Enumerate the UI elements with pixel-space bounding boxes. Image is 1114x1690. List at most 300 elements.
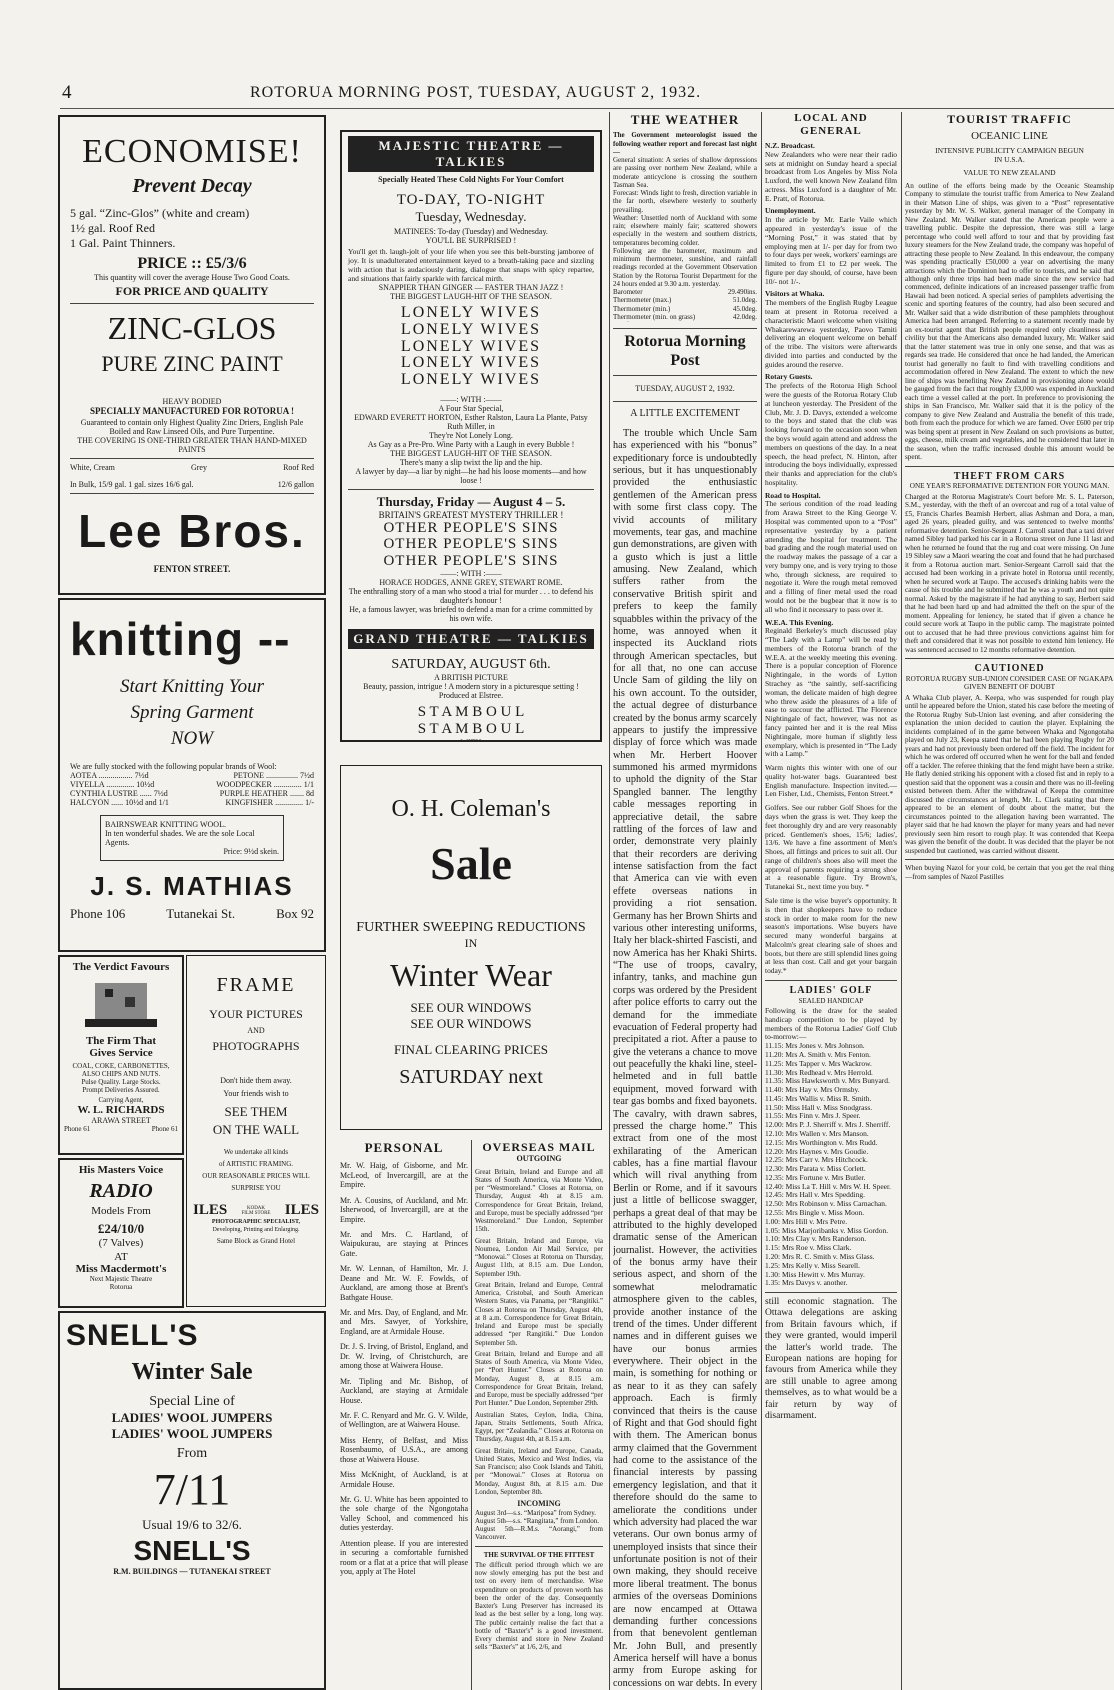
draw-item: 1.05: Miss Marjoribanks v. Miss Gordon. bbox=[765, 1225, 889, 1235]
reading-value bbox=[735, 321, 757, 322]
divider bbox=[475, 1546, 603, 1547]
masthead-rule bbox=[60, 108, 1114, 109]
leader-body: The trouble which Uncle Sam has experienced with his “bonus” expeditionary force is undoubtedly serious, but it has unquestionably provided the enthusiastic gentlemen of the American press with some first class copy. The vivid accounts of military movements, tear gas, and machine gun demonstrations, are given with a gusto which is just a little amusing. New Zealand, which suffers rather from the conservative British spirit and prefers to keep the family squabbles within the privacy of the home, was annoyed when it inspected its Auckland riots through American spectacles, but for all that, no one can accuse Uncle Sam of gilding the lily on his own account. To the outsider, the actual degree of disturbance created by the bonus army scarcely appears to justify the impressive display of force which was made when Mr. Herbert Hoover summoned his armed myrmidons to uphold the dignity of the Star Spangled banner. The lengthy cable messages reporting in appreciative detail, the sabre rattling of the forces of law and order, demonstrate very plainly that their recorders are deriving intense satisfaction from the fact that America can vie with even effete overseas nations in providing a riot sensation. Germany has her Brown Shirts and various other interesting uniforms, Italy her black-shirted Fascisti, and now America has her Khaki Shirts. “The use of troops, cavalry, infantry, tanks, and machine gun corps was ordered by the President after police efforts to carry out the demand for the immediate evacuation of Federal property had precipitated a riot. After a pause to give the veterans a chance to move out peacefully the khaki line, steel-helmeted and in full battle equipment, moved forward with tear gas bombs and fixed bayonets. The cavalry, with drawn sabres, pressed the charge home.” This extract from one of the most exhilarating of the American cables, has a fine martial flavour which will rival anything from Berlin or Rome, and if it savours just a little of bellicose swagger, perhaps a great deal of that may be attributed to the highly developed dramatic sense of the American journalist. However, the activities of the bonus army have their serious aspect, and shorn of the somewhat melodramatic atmosphere given to the cables, provide another instance of the trend of the times. Under different names and in different guises we have our bonus armies everywhere. Their object in the main, is something for nothing or as near to it as they can safely approach. Each is firmly convinced that theirs is the cause of Right and that God should fight with them. The American bonus army claimed that the Government had come to the assistance of the financial interests by passing emergency legislation, and that it therefore should do the same to ameliorate the conditions under which adversity had placed the war veterans. Our own bonus army of unemployed insists that since their unfortunate position is not of their own making, they should receive more liberal treatment. The bonus armies of the overseas Dominions are now encamped at Ottawa demanding further concessions from that benevolent gentleman Mr. John Bull, and presently America herself will have a bonus army from Europe asking for concessions on war debts. In every bbox=[613, 427, 757, 1689]
reading-row bbox=[613, 313, 757, 321]
reading-row bbox=[613, 288, 757, 296]
frame-u2: of ARTISTIC FRAMING. bbox=[218, 1160, 294, 1168]
weather-readings bbox=[613, 288, 757, 322]
wool-row bbox=[70, 789, 314, 798]
personal-item: Mr. Tipling and Mr. Bishop, of Auckland, are staying at Armidale House. bbox=[340, 1376, 468, 1405]
wool-row bbox=[70, 780, 314, 789]
masthead bbox=[0, 82, 1114, 110]
frame-3: PHOTOGRAPHS bbox=[212, 1039, 300, 1053]
radio-rot: Rotorua bbox=[109, 1283, 133, 1291]
majestic-tonight: TO-DAY, TO-NIGHT bbox=[396, 192, 546, 208]
weather-forecast: Forecast: Winds light to fresh, direction variable in the far north, elsewhere westerly to southerly prevailing. bbox=[613, 189, 757, 214]
reading-label: Thermometer (min. on grass) bbox=[613, 312, 696, 321]
survival-heading: THE SURVIVAL OF THE FITTEST bbox=[483, 1550, 595, 1559]
draw-item: 1.15: Mrs Roe v. Miss Clark. bbox=[765, 1243, 852, 1253]
column-rule bbox=[471, 1140, 472, 1690]
local-general-column bbox=[765, 112, 897, 1690]
verdict-heading: The Verdict Favours bbox=[72, 961, 170, 973]
reading-label: Barometer bbox=[613, 288, 643, 297]
draw-item: 12.20: Mrs Haynes v. Mrs Goudie. bbox=[765, 1146, 869, 1156]
weather-weather: Weather: Unsettled north of Auckland with some rain; elsewhere mainly fair; scattered showers especially in the western and southern districts, temperatures becoming colder. bbox=[613, 213, 757, 247]
personal-item: Attention please. If you are interested in securing a comfortable furnished room or a flat at a price that will please you, apply at The Hotel bbox=[340, 1538, 468, 1577]
zinc-grey: Grey bbox=[190, 463, 207, 472]
majestic-title: MAJESTIC THEATRE — TALKIES bbox=[348, 136, 594, 172]
zinc-white: White, Cream bbox=[70, 463, 115, 472]
personal-item: Mr. W. Haig, of Gisborne, and Mr. McLeod, of Invercargill, are at the Empire. bbox=[340, 1161, 468, 1190]
zinc-line-3: 1 Gal. Paint Thinners. bbox=[70, 236, 176, 250]
local-sub: Unemployment. bbox=[765, 206, 816, 216]
personal-item: Dr. J. S. Irving, of Bristol, England, and Dr. W. Irving, of Christchurch, are among those at Waiwera House. bbox=[340, 1342, 468, 1371]
divider bbox=[765, 980, 897, 981]
draw-item: 11.15: Mrs Jones v. Mrs Johnson. bbox=[765, 1041, 865, 1051]
hmv-heading: His Masters Voice bbox=[78, 1164, 164, 1176]
local-ad: Golfers. See our rubber Golf Shoes for the days when the grass is wet. They keep the feet thoroughly dry and are very reasonably priced. Gentlemen's shoes, 15/6; ladies', 13/6. We have a fine assortment of Men's Shoes, all fittings and prices to suit all. Our range of children's shoes also will meet the approval of parents requiring a strong shoe at a reasonable figure. Try Brown's, Tutanekai St., next time you buy. * bbox=[765, 803, 897, 892]
draw-item: 12.30: Mrs Parata v. Miss Corlett. bbox=[765, 1164, 866, 1174]
tourist-body: An outline of the efforts being made by the Oceanic Steamship Company to stimulate the tourist traffic from America to New Zealand in their Matson Line of ships, was given to a “Post” representative yesterday by Mr. W. S. Walker, general manager of the Company in New Zealand. Mr. Walker stated that the American people were a travelling public. Despite the depression, there was still a large percentage who could well afford to tour and that by providing fast luxury steamers for the New Zealand trade, the company was hopeful of attracting these people to New Zealand. In this endeavour, the company was spending practically £50,000 a year on advertising the many attractions which the Dominion had to offer to tourists, and he said that although only three trips had been made since the new service had commenced, definite indications of an increased passenger traffic from Hawaii had been noticed. A special series of pamphlets advertising the scenic and sporting features of the country, had also been secured and Mr. Walker said that a wide distribution of these pamphlets throughout America had been arranged. Referring to a statement recently made by an ex-tourist agent that British people required only cleanliness and civility but that the Americans also demanded luxury, Mr. Walker said that the latter statement was true in only one sense, and that was as regards sea trade. He considered that once he had landed, the American tourist had generally no fault to find with travelling conditions and accommodation offered in New Zealand. The extent to which the new line of ships was benefiting New Zealand in provisioning alone would be gauged from the fact that roughly £3,000 was expended in Auckland each time a vessel called at the port. In preference to provisioning the ships in San Francisco, Mr. Walker said that it is the policy of the company to give New Zealand and Australia the benefit of this trade, both from each the produce for which we are famed. Over £600 per trip was being spent at present in New Zealand on such provisions as butter, eggs, cheese, milk cream and vegetables, and he considered that later in the season, when the traffic increased double this amount would be spent. bbox=[905, 181, 1114, 462]
cautioned-heading: CAUTIONED bbox=[974, 663, 1045, 675]
wool: KINGFISHER .............. 1/- bbox=[225, 798, 314, 807]
personal-heading: PERSONAL bbox=[364, 1140, 444, 1155]
bairnswear-box bbox=[100, 815, 284, 861]
majestic-t3: THE BIGGEST LAUGH-HIT OF THE SEASON. bbox=[390, 448, 552, 458]
coleman-windows-2: SEE OUR WINDOWS bbox=[410, 1016, 532, 1031]
four-star: A Four Star Special, bbox=[438, 403, 504, 413]
draw-item: 1.10: Mrs Clay v. Mrs Randerson. bbox=[765, 1234, 867, 1244]
bairnswear-1: BAIRNSWEAR KNITTING WOOL. bbox=[105, 820, 226, 829]
radio-models: Models From bbox=[91, 1205, 151, 1217]
mail-item: Great Britain, Ireland and Europe, via Noumea, London Air Mail Service, per “Monowai.” Closes at Rotorua on Thursday, August 11th, at 8.15 a.m. Due London, September 19th. bbox=[475, 1236, 603, 1278]
local-para: New Zealanders who were near their radio sets at midnight on Sunday heard a special broadcast from Los Angeles by Miss Nola Luxford, the well known New Zealand film actress. Miss Luxford is a daughter of Mr. E. Pratt, of Rotorua. bbox=[765, 149, 897, 203]
coleman-final: FINAL CLEARING PRICES bbox=[393, 1042, 549, 1057]
tourist-s2: IN U.S.A. bbox=[994, 154, 1025, 164]
theft-body: Charged at the Rotorua Magistrate's Court before Mr. S. L. Paterson, S.M., yesterday, with the theft of an overcoat and rug of a total value of £5, Francis Charles Beamish Herbert, alias Ashman and Dora, a man, aged 26 years, pleaded guilty, and was sentenced to twelve months' reformative detention. Senior-Sergeant J. Carroll stated that a taxi driver named Sibley had parked his car in a Rotorua street on June 11 last and when he returned he found that the rug and coat were missing. On June 19 Sibley saw a Maori wearing the coat and found that he had purchased it from a Rotorua auction mart. Senior-Sergeant Carroll said that the accused had been working in a private hotel in Rotorua until recently, when he secured work at Taupo. The accused's drinking habits were the cause of his trouble and he submitted that he was a youth and not quite normal. Asked by the magistrate if he had anything to say, Herbert said that he had been hard up and had admitted the theft on the spur of the moment. Appealing for leniency, he stated that if given a chance he could secure work at Taupo in the public camp. The magistrate pointed out to accused that he had three previous convictions against him for theft and considered that it was not possible to extend him leniency. He was sentenced accused to 12 months reformative detention. bbox=[905, 492, 1114, 654]
reading-value: 29.490ins. bbox=[727, 288, 757, 297]
local-ad: Warm nights this winter with one of our quality hot-water bags. Guaranteed best English manufacture. Inspection invited.—Len Fisher, Ltd., Chemists, Fenton Street.* bbox=[765, 763, 897, 799]
frame-u1: We undertake all kinds bbox=[223, 1148, 289, 1156]
knitting-heading: knitting -- bbox=[70, 613, 291, 665]
weather-intro: The Government meteorologist issued the following weather report and forecast last night— bbox=[613, 131, 757, 156]
richards-phones bbox=[64, 1125, 178, 1133]
reading-row bbox=[613, 296, 757, 304]
snells-heading: SNELL'S bbox=[66, 1319, 199, 1352]
film-title: LONELY WIVES bbox=[400, 337, 542, 355]
arawa-street: ARAWA STREET bbox=[91, 1116, 151, 1125]
phone: Phone 61 bbox=[151, 1125, 178, 1133]
divider bbox=[70, 303, 314, 304]
knit-slogan-1: Start Knitting Your bbox=[120, 676, 264, 697]
lee-bros: Lee Bros. bbox=[78, 505, 306, 557]
personal-item: Miss Henry, of Belfast, and Miss Rosenbaumo, of U.S.A., are among those at Waiwera House. bbox=[340, 1435, 468, 1464]
wool: VIYELLA .............. 10½d bbox=[70, 780, 155, 789]
zinc-heavy: HEAVY BODIED bbox=[162, 397, 222, 406]
snell-price: 7/11 bbox=[153, 1465, 231, 1514]
film-title: LONELY WIVES bbox=[400, 320, 542, 338]
knit-stock: We are fully stocked with the following popular brands of Wool: bbox=[70, 762, 277, 771]
kodak-store: KODAK FILM STORE bbox=[241, 1205, 271, 1216]
local-para: In the article by Mr. Earle Vaile which appeared in yesterday's issue of the “Morning Post,” it was stated that by employing men at 1/- per day for from two to four days per week, workers' earnings are limited to from £1 to £2 per week. The figure per day should, of course, have been 10/- not 1/-. bbox=[765, 215, 897, 286]
economise-heading: ECONOMISE! bbox=[82, 133, 302, 170]
grand-date: SATURDAY, AUGUST 6th. bbox=[391, 657, 551, 673]
draw-item: 12.25: Mrs Carr v. Mrs Hitchcock. bbox=[765, 1155, 868, 1165]
carrying-agent: Carrying Agent, bbox=[98, 1096, 144, 1104]
radio-at: AT bbox=[114, 1251, 128, 1263]
coleman-further: FURTHER SWEEPING REDUCTIONS bbox=[356, 920, 586, 935]
mathias: J. S. MATHIAS bbox=[90, 871, 294, 901]
frame-heading: FRAME bbox=[216, 974, 296, 996]
majestic-t1: They're Not Lonely Long. bbox=[429, 430, 513, 440]
draw-item: 11.35: Miss Hawksworth v. Mrs Bunyard. bbox=[765, 1076, 890, 1086]
majestic-snap: SNAPPIER THAN GINGER — FASTER THAN JAZZ ! bbox=[378, 283, 564, 292]
special-line: Special Line of bbox=[149, 1394, 235, 1409]
coleman-saturday: SATURDAY next bbox=[399, 1066, 543, 1088]
majestic-heat: Specially Heated These Cold Nights For Your Comfort bbox=[378, 175, 564, 184]
prevent-decay: Prevent Decay bbox=[132, 175, 252, 197]
golf-draw bbox=[765, 1042, 897, 1288]
majestic-t5: A lawyer by day—a liar by night—he had his loose moments—and how loose ! bbox=[355, 466, 587, 485]
divider bbox=[905, 859, 1114, 860]
tourist-s3: VALUE TO NEW ZEALAND bbox=[963, 167, 1056, 177]
radio-loc: Next Majestic Theatre bbox=[89, 1275, 153, 1283]
iles-specialist: PHOTOGRAPHIC SPECIALIST, bbox=[211, 1219, 301, 1225]
knitting-ad bbox=[58, 598, 326, 952]
draw-item: 12.35: Mrs Fortune v. Mrs Butler. bbox=[765, 1172, 866, 1182]
frame-d1: Don't hide them away. bbox=[220, 1076, 292, 1085]
mathias-box: Box 92 bbox=[276, 906, 314, 921]
local-sub: N.Z. Broadcast. bbox=[765, 140, 815, 150]
coleman-ad bbox=[340, 765, 602, 1130]
local-sub: Road to Hospital. bbox=[765, 490, 821, 500]
firm-1: The Firm That bbox=[85, 1035, 157, 1047]
verdict-ad bbox=[58, 955, 184, 1155]
draw-item: 1.00: Mrs Hill v. Mrs Petre. bbox=[765, 1216, 848, 1226]
film-title: LONELY WIVES bbox=[400, 304, 542, 321]
film-title: LONELY WIVES bbox=[400, 371, 542, 389]
firm-2: Gives Service bbox=[89, 1047, 153, 1059]
grand-title: GRAND THEATRE — TALKIES bbox=[348, 629, 594, 649]
iles-right: ILES bbox=[284, 1202, 319, 1218]
majestic-t4: There's many a slip twixt the lip and the hip. bbox=[399, 457, 543, 467]
column-rule bbox=[761, 112, 762, 1690]
majestic-mystery: BRITAIN'S GREATEST MYSTERY THRILLER ! bbox=[378, 509, 564, 520]
frame-d2: Your friends wish to bbox=[223, 1089, 289, 1098]
column-rule bbox=[901, 112, 902, 1690]
personal-item: Mr. G. U. White has been appointed to the sole charge of the Ngongotaha Valley School, and commenced his duties yesterday. bbox=[340, 1495, 468, 1533]
zinc-bulk: In Bulk, 15/9 gal. 1 gal. sizes 16/6 gal. bbox=[70, 480, 194, 489]
film-title: OTHER PEOPLE'S SINS bbox=[383, 552, 559, 569]
snell-from: From bbox=[176, 1446, 208, 1461]
film-title: OTHER PEOPLE'S SINS bbox=[383, 536, 559, 553]
mail-item: Great Britain, Ireland and Europe and all States of South America, via Monte Video, per “Westmoreland.” Closes at Rotorua, on Thursday, August 4th at 8.15 a.m. Correspondence for Great Britain, Ireland, and Europe, must be specially addressed “per Westmoreland.” Due London, September 15th. bbox=[475, 1167, 603, 1234]
tourist-column bbox=[905, 112, 1114, 1690]
with-2: ——: WITH :—— bbox=[440, 569, 502, 579]
divider bbox=[905, 658, 1114, 659]
divider bbox=[613, 328, 757, 329]
local-sub: Rotary Guests. bbox=[765, 372, 813, 382]
personal-item: Mr. W. Lennan, of Hamilton, Mr. J. Deane and Mr. W. F. Fowlds, of Auckland, are among those at Brent's Bathgate House. bbox=[340, 1264, 468, 1302]
wool: CYNTHIA LUSTRE ...... 7½d bbox=[70, 789, 168, 798]
ops-list bbox=[348, 520, 594, 570]
personal-item: Mr. A. Cousins, of Auckland, and Mr. Isherwood, of Invercargill, are at the Empire. bbox=[340, 1195, 468, 1224]
cautioned-body: A Whaka Club player, A. Keepa, who was suspended for rough play until he appeared before the Union, stated his case before the meeting of the Rotorua Rugby Sub-Union last evening, and after considering the explanation the union decided to caution the player. Explaining the incidents complained of in the game between Whaka and Ngongotaha played on July 23, Keepa stated that he had been playing Rugby for 20 years and had not previously been ordered off the field. The incident for which he was ordered off occurred when he went for the ball and fended off a tackler. The referee thinking that the fend might have been a strike. He flatly denied striking his opponent with a closed fist and in reply to a question said that the opponent was a cousin and there was no ill-feeling existed between them. After the withdrawal of Keepa the committee discussed the circumstances at length, Mr. L. Clark stating that there appeared to be an element of doubt about the matter, but the circumstances pointed to the allegation having been warranted. The player said that he had known the player for many years and had never previously seen him resort to rough play. It was contended that Keepa was given the benefit of the doubt. It was decided that the player be not suspended but cautioned, was carried without dissent. bbox=[905, 693, 1114, 855]
richards: W. L. RICHARDS bbox=[77, 1104, 165, 1116]
iles-block: Same Block as Grand Hotel bbox=[216, 1237, 296, 1245]
radio-valves: (7 Valves) bbox=[98, 1237, 144, 1249]
golf-sub: SEALED HANDICAP bbox=[798, 996, 864, 1005]
wool-row bbox=[70, 771, 314, 780]
draw-item: 11.55: Mrs Finn v. Mrs J. Speer. bbox=[765, 1111, 861, 1121]
majestic-surprised: YOU'LL BE SURPRISED ! bbox=[425, 236, 517, 245]
coleman-winter: Winter Wear bbox=[390, 957, 552, 993]
reading-label: Thermometer (max.) bbox=[613, 296, 672, 305]
radio-shop: Miss Macdermott's bbox=[75, 1263, 167, 1275]
lee-fenton: FENTON STREET. bbox=[153, 564, 231, 574]
snells-ad bbox=[58, 1311, 326, 1690]
local-para: The members of the English Rugby League team at present in Rotorua received a characteristic Maori welcome when visiting Whakarewarewa yesterday, Paovo Tamiti delivering an eloquent welcome on behalf of the tribe. The visitors were afterwards divided into parties and conducted by the guides around the reserve. bbox=[765, 298, 897, 369]
zinc-brand-2: PURE ZINC PAINT bbox=[101, 351, 283, 376]
frame-u4: SURPRISE YOU bbox=[231, 1184, 281, 1192]
reading-row bbox=[613, 305, 757, 313]
iles-developing: Developing, Printing and Enlarging. bbox=[212, 1227, 300, 1233]
reading-label bbox=[613, 321, 636, 322]
majestic-e2: He, a famous lawyer, was briefed to defend a man for a crime committed by his own wife. bbox=[349, 605, 593, 624]
mail-item: Great Britain, Ireland and Europe and all States of South America, via Monte Video, per “Port Hunter.” Closes at Rotorua on Monday, August 8, at 8.15 a.m. Correspondence for Great Britain, Ireland, and Europe, must be specially addressed “per Port Hunter.” Due London, September 29th. bbox=[475, 1349, 603, 1408]
coleman-in: IN bbox=[464, 936, 478, 950]
majestic-big: THE BIGGEST LAUGH-HIT OF THE SEASON. bbox=[390, 292, 552, 301]
personal-item: Mr. F. C. Renyard and Mr. G. V. Wilde, of Wellington, are at Waiwera House. bbox=[340, 1410, 468, 1430]
masthead-title: ROTORUA MORNING POST, TUESDAY, AUGUST 2, 1932. bbox=[250, 84, 702, 101]
draw-item: 1.25: Mrs Kelly v. Miss Searell. bbox=[765, 1260, 860, 1270]
wool: AOTEA ................. 7½d bbox=[70, 771, 149, 780]
draw-item: 1.20: Mrs R. C. Smith v. Miss Glass. bbox=[765, 1251, 875, 1261]
weather-general: General situation: A series of shallow depressions are passing over northern New Zealand, while a moderate anticyclone is crossing the southern Tasman Sea. bbox=[613, 156, 757, 189]
post-nameplate: Rotorua Morning Post bbox=[624, 333, 746, 369]
zinc-brand: ZINC-GLOS bbox=[107, 310, 277, 346]
majestic-thursday: Thursday, Friday — August 4 – 5. bbox=[376, 493, 566, 509]
with-1: ——: WITH :—— bbox=[440, 394, 502, 404]
frame-2: AND bbox=[247, 1026, 265, 1035]
weather-following: Following are the barometer, maximum and minimum thermometer, sunshine, and rainfall readings recorded at the Government Observation Station by the Rotorua Tourist Department for the 24 hours ended at 9.30 a.m. yesterday. bbox=[613, 246, 757, 288]
local-para: The serious condition of the road leading from Arawa Street to the King George V. Hospital was commented upon to a “Post” representative yesterday by a patient attending the hospital for treatment. The bad grading and the rough material used on the roadway makes the passage of a car a very bumpy one, and is very trying to those who, through sickness, are required to negotiate it. Were the rough metal removed and a filling of finer metal used the road would not be the bugbear that it now is to all who find it necessary to pass over it. bbox=[765, 499, 897, 614]
reading-value: 45.0deg. bbox=[732, 304, 757, 313]
zinc-guarantee: Guaranteed to contain only Highest Quality Zinc Driers, English Pale Boiled and Raw Linseed Oils, and Pure Turpentine. bbox=[80, 418, 304, 436]
majestic-cast-2: HORACE HODGES, ANNE GREY, STEWART ROME. bbox=[379, 578, 563, 588]
draw-item: 11.25: Mrs Tapper v. Mrs Wackrow. bbox=[765, 1058, 872, 1068]
zinc-cover: This quantity will cover the average House Two Good Coats. bbox=[94, 273, 290, 282]
wool: HALCYON ...... 10½d and 1/1 bbox=[70, 798, 169, 807]
zinc-roof: Roof Red bbox=[283, 463, 314, 472]
weather-column bbox=[613, 112, 757, 322]
draw-item: 12.40: Miss La T. Hill v. Mrs W. H. Speer. bbox=[765, 1181, 891, 1191]
draw-item: 12.55: Mrs Bingle v. Miss Moon. bbox=[765, 1208, 865, 1218]
cautioned-sub-2: GIVEN BENEFIT OF DOUBT bbox=[963, 683, 1056, 692]
mail-item: Great Britain, Ireland and Europe, Central America, Cristobal, and South American Western States, via Panama, per “Rangitiki.” Closes at Rotorua on Thursday, August 4th, at 8 a.m. Correspondence for Great Britain, Ireland and Europe must be specially addressed “per Rangitiki.” Due London September 5th. bbox=[475, 1280, 603, 1347]
personal-item: Miss McKnight, of Auckland, is at Armidale House. bbox=[340, 1470, 468, 1489]
zinc-covering: THE COVERING IS ONE-THIRD GREATER THAN HAND-MIXED PAINTS bbox=[77, 436, 307, 454]
draw-item: 11.30: Mrs Redhead v. Mrs Herrold. bbox=[765, 1067, 873, 1077]
mail-item: Great Britain, Ireland and Europe, Canada, United States, Mexico and West Indies, via San Francisco; also Cook Islands and Tahiti, per “Monowai.” Closes at Rotorua on Monday, August 8th, at 8.15 a.m. Due London, September 8th. bbox=[475, 1446, 603, 1496]
pulse-quality: Pulse Quality. Large Stocks. bbox=[81, 1078, 161, 1086]
frame-u3: OUR REASONABLE PRICES WILL bbox=[202, 1172, 310, 1180]
leader-date: TUESDAY, AUGUST 2, 1932. bbox=[635, 383, 735, 393]
knit-slogan-2: Spring Garment bbox=[130, 702, 254, 723]
zinc-fpq: FOR PRICE AND QUALITY bbox=[115, 284, 269, 298]
grand-with bbox=[348, 738, 594, 742]
draw-item: 12.15: Mrs Worthington v. Mrs Rudd. bbox=[765, 1137, 878, 1147]
coal-types: COAL, COKE, CARBONETTES, ALSO CHIPS AND NUTS. bbox=[72, 1062, 170, 1078]
mail-in: August 3rd—s.s. “Mariposa” from Sydney. bbox=[475, 1508, 597, 1517]
winter-sale: Winter Sale bbox=[131, 1359, 253, 1385]
zinc-prices-row bbox=[70, 463, 314, 472]
lonely-wives-list bbox=[348, 305, 594, 389]
film-title: LONELY WIVES bbox=[400, 354, 542, 372]
leader-heading: A LITTLE EXCITEMENT bbox=[630, 408, 740, 420]
mail-outgoing: OUTGOING bbox=[516, 1154, 562, 1164]
divider bbox=[70, 493, 314, 494]
majestic-desc: You'll get th. laugh-jolt of your life when you see this belt-bursting jamboree of joy. It is unadulterated entertainment keyed to a breath-taking pace and sizzling with action that is audaciously daring, dialogue that snaps with spicy repartee, and situations that fairly sparkle with farcical mirth. bbox=[348, 247, 594, 283]
local-sub: W.E.A. This Evening. bbox=[765, 617, 834, 627]
mathias-contact bbox=[70, 906, 314, 922]
majestic-matinees: MATINEES: To-day (Tuesday) and Wednesday. bbox=[394, 227, 548, 236]
reading-label: Thermometer (min.) bbox=[613, 304, 671, 313]
mail-in: August 5th—s.s. “Rangitata,” from London. bbox=[475, 1516, 600, 1525]
local-sub: Visitors at Whaka. bbox=[765, 289, 825, 299]
majestic-e1: The enthralling story of a man who stood a trial for murder . . . to defend his daughter's honour ! bbox=[348, 587, 594, 606]
column-rule bbox=[609, 112, 610, 1690]
reading-value: 51.0deg. bbox=[732, 296, 757, 305]
zinc-roof-price: 12/6 gallon bbox=[277, 480, 314, 489]
knit-slogan-3: NOW bbox=[170, 728, 214, 749]
divider bbox=[613, 375, 757, 376]
personal-item: Mr. and Mrs. Day, of England, and Mr. and Mrs. Sawyer, of Yorkshire, England, are at Armidale House. bbox=[340, 1308, 468, 1336]
snell-address: R.M. BUILDINGS — TUTANEKAI STREET bbox=[113, 1567, 271, 1576]
mathias-phone: Phone 106 bbox=[70, 906, 126, 921]
theft-sub: ONE YEAR'S REFORMATIVE DETENTION FOR YOUNG MAN. bbox=[909, 482, 1110, 491]
majestic-t2: As Gay as a Pre-Pro. Wine Party with a Laugh in every Bubble ! bbox=[367, 439, 575, 449]
draw-item: 12.50: Mrs Robinson v. Miss Carnachan. bbox=[765, 1199, 887, 1209]
iles-left: ILES bbox=[193, 1202, 228, 1218]
coleman-sale: Sale bbox=[430, 838, 512, 889]
grand-bp: A BRITISH PICTURE bbox=[434, 673, 508, 683]
iles-row bbox=[193, 1202, 319, 1219]
radio-price: £24/10/0 bbox=[97, 1221, 145, 1236]
draw-item: 11.40: Mrs Hay v. Mrs Ormsby. bbox=[765, 1085, 860, 1095]
personal-item: Mr. and Mrs. C. Hartland, of Waipukurau, are staying at Princes Gate. bbox=[340, 1229, 468, 1258]
coal-scale-icon bbox=[65, 975, 177, 1033]
divider bbox=[905, 466, 1114, 467]
stamboul-1: S T A M B O U L bbox=[417, 704, 525, 721]
overseas-mail-column bbox=[475, 1140, 603, 1690]
tourist-s1: INTENSIVE PUBLICITY CAMPAIGN BEGUN bbox=[935, 146, 1084, 156]
bairnswear-2: In ten wonderful shades. We are the sole Local Agents. bbox=[105, 829, 255, 847]
zinc-price: PRICE :: £5/3/6 bbox=[137, 255, 247, 272]
cautioned-sub: ROTORUA RUGBY SUB-UNION CONSIDER CASE OF NGAKAPA bbox=[905, 674, 1114, 683]
divider bbox=[70, 458, 314, 459]
divider bbox=[348, 489, 594, 490]
frame-1: YOUR PICTURES bbox=[209, 1007, 303, 1021]
film-title: OTHER PEOPLE'S SINS bbox=[383, 519, 559, 536]
divider bbox=[765, 1292, 897, 1293]
coleman-name: O. H. Coleman's bbox=[391, 796, 551, 822]
divider bbox=[613, 401, 757, 402]
wool-row bbox=[70, 798, 314, 807]
draw-item: 1.30: Miss Hewitt v. Mrs Murray. bbox=[765, 1269, 865, 1279]
tourist-sub: OCEANIC LINE bbox=[971, 130, 1048, 143]
prompt-deliveries: Prompt Deliveries Assured. bbox=[82, 1086, 160, 1094]
majestic-ad bbox=[340, 130, 602, 742]
zinc-line-1: 5 gal. “Zinc-Glos” (white and cream) bbox=[70, 206, 250, 220]
leader-column bbox=[613, 328, 757, 1690]
zinc-line-2: 1½ gal. Roof Red bbox=[70, 221, 155, 235]
snell-usual: Usual 19/6 to 32/6. bbox=[142, 1517, 242, 1532]
leader-continued: still economic stagnation. The Ottawa delegations are asking from Britain favours which, if they were granted, would imperil the latter's world trade. The European nations are hoping for favours from America while they are still unable to agree among themselves, as to what would be a fair return by way of disarmament. bbox=[765, 1297, 897, 1421]
draw-item: 12.10: Mrs Wallen v. Mrs Manson. bbox=[765, 1129, 869, 1139]
frame-s1: SEE THEM bbox=[224, 1104, 288, 1119]
stamboul-2: S T A M B O U L bbox=[417, 721, 525, 738]
draw-item: 12.45: Mrs Hall v. Mrs Spedding. bbox=[765, 1190, 865, 1200]
radio-ad bbox=[58, 1158, 184, 1308]
local-para: The prefects of the Rotorua High School were the guests of the Rotorua Rotary Club at luncheon yesterday. The President of the Club, Mr. J. D. Davys, extended a welcome to the boys and stated that the club was looking forward to the occasion soon when the boys would again attend and address the members on questions of the day. In a neat speech, the head prefect, N. Hinton, after introducing the boys individually, expressed their thanks and appreciation for the club's hospitality. bbox=[765, 381, 897, 487]
golf-intro: Following is the draw for the sealed handicap competition to be played by members of the Rotorua Ladies' Golf Club to-morrow:— bbox=[765, 1006, 897, 1042]
reading-value: 42.0deg. bbox=[732, 312, 757, 321]
survival-body: The difficult period through which we are now slowly emerging has put the best and test on every item of merchandise. Wise expenditure on products of proven worth has been the order of the day. Consequently Baxter's Lung Preserver has increased its lead as the best seller by a long, long way. The public certainly realise the fact that a bottle of “Baxter's” is a good investment. Every chemist and store in New Zealand sells “Baxter's” at 1/6, 2/6, and bbox=[475, 1560, 603, 1652]
majestic-days: Tuesday, Wednesday. bbox=[415, 209, 527, 224]
coleman-windows-1: SEE OUR WINDOWS bbox=[410, 1000, 532, 1015]
radio-word: RADIO bbox=[89, 1180, 153, 1202]
draw-item: 12.00: Mrs P. J. Sherriff v. Mrs J. Sherriff. bbox=[765, 1120, 891, 1130]
draw-item: 11.20: Mrs A. Smith v. Mrs Fenton. bbox=[765, 1049, 871, 1059]
grand-d1: Beauty, passion, intrigue ! A modern story in a picturesque setting ! Produced at Elstree. bbox=[363, 682, 579, 701]
personal-column bbox=[340, 1140, 468, 1690]
local-heading: LOCAL AND GENERAL bbox=[794, 112, 868, 137]
jumpers-1: LADIES' WOOL JUMPERS bbox=[111, 1410, 273, 1425]
majestic-cast: EDWARD EVERETT HORTON, Esther Ralston, Laura La Plante, Patsy Ruth Miller, in bbox=[354, 412, 588, 431]
wool: PETONE ................ 7½d bbox=[233, 771, 314, 780]
zinc-glos-ad bbox=[58, 115, 326, 595]
draw-item: 11.45: Mrs Wallis v. Miss R. Smith. bbox=[765, 1093, 872, 1103]
frame-ad bbox=[186, 955, 326, 1307]
jumpers-2: LADIES' WOOL JUMPERS bbox=[111, 1426, 273, 1441]
mail-item: Australian States, Ceylon, India, China, Japan, Straits Settlements, South Africa, Egypt, per “Zealandia.” Closes at Rotorua on Thursday, August 4th, at 8.15 a.m. bbox=[475, 1410, 603, 1444]
draw-item: 1.35: Mrs Davys v. another. bbox=[765, 1278, 848, 1288]
wool: PURPLE HEATHER ....... 8d bbox=[219, 789, 314, 798]
mathias-street: Tutanekai St. bbox=[166, 906, 236, 921]
nazol-ad: When buying Nazol for your cold, be certain that you get the real thing—from samples of Nazol Pastilles bbox=[905, 864, 1114, 881]
theft-heading: THEFT FROM CARS bbox=[953, 470, 1066, 482]
weather-heading: THE WEATHER bbox=[630, 112, 740, 127]
tourist-heading: TOURIST TRAFFIC bbox=[947, 112, 1072, 126]
local-para: Reginald Berkeley's much discussed play “The Lady with a Lamp” will be read by members of the Rotorua branch of the W.E.A. at the weekly meeting this evening. There is a popular conception of Florence Nightingale, in the words of Lytton Strachey as “the saintly, self-sacrificing woman, the delicate maiden of high degree who threw aside the pleasures of a life of ease to succour the afflicted. The Florence Nightingale of fact, however, was not as fancy painted her and it is the real Miss Nightingale, more human if slightly less exemplary, which is presented in “The Lady with a Lamp.” bbox=[765, 626, 897, 759]
mail-heading: OVERSEAS MAIL bbox=[482, 1140, 596, 1154]
frame-s2: ON THE WALL bbox=[212, 1122, 300, 1137]
draw-item: 11.50: Miss Hall v. Miss Snodgrass. bbox=[765, 1102, 873, 1112]
reading-row bbox=[613, 321, 757, 322]
mail-incoming: INCOMING bbox=[517, 1499, 561, 1509]
snells-footer: SNELL'S bbox=[133, 1535, 251, 1566]
page-number: 4 bbox=[62, 82, 72, 103]
zinc-bulk-row bbox=[70, 480, 314, 489]
local-ad: Sale time is the wise buyer's opportunity. It is then that shopkeepers have to reduce stock in order to make room for the new season's importations. Wise buyers have secured many wonderful bargains at Malcolm's great clearing sale of shoes and boots, but there are still splendid lines going at less than cost. Call and get your bargain today.* bbox=[765, 896, 897, 976]
zinc-special: SPECIALLY MANUFACTURED FOR ROTORUA ! bbox=[89, 406, 295, 416]
phone: Phone 61 bbox=[64, 1125, 91, 1133]
bairnswear-3: Price: 9½d skein. bbox=[223, 847, 279, 856]
golf-heading: LADIES' GOLF bbox=[789, 985, 873, 997]
wool: WOODPECKER .............. 1/1 bbox=[216, 780, 314, 789]
wool-list bbox=[70, 771, 314, 807]
